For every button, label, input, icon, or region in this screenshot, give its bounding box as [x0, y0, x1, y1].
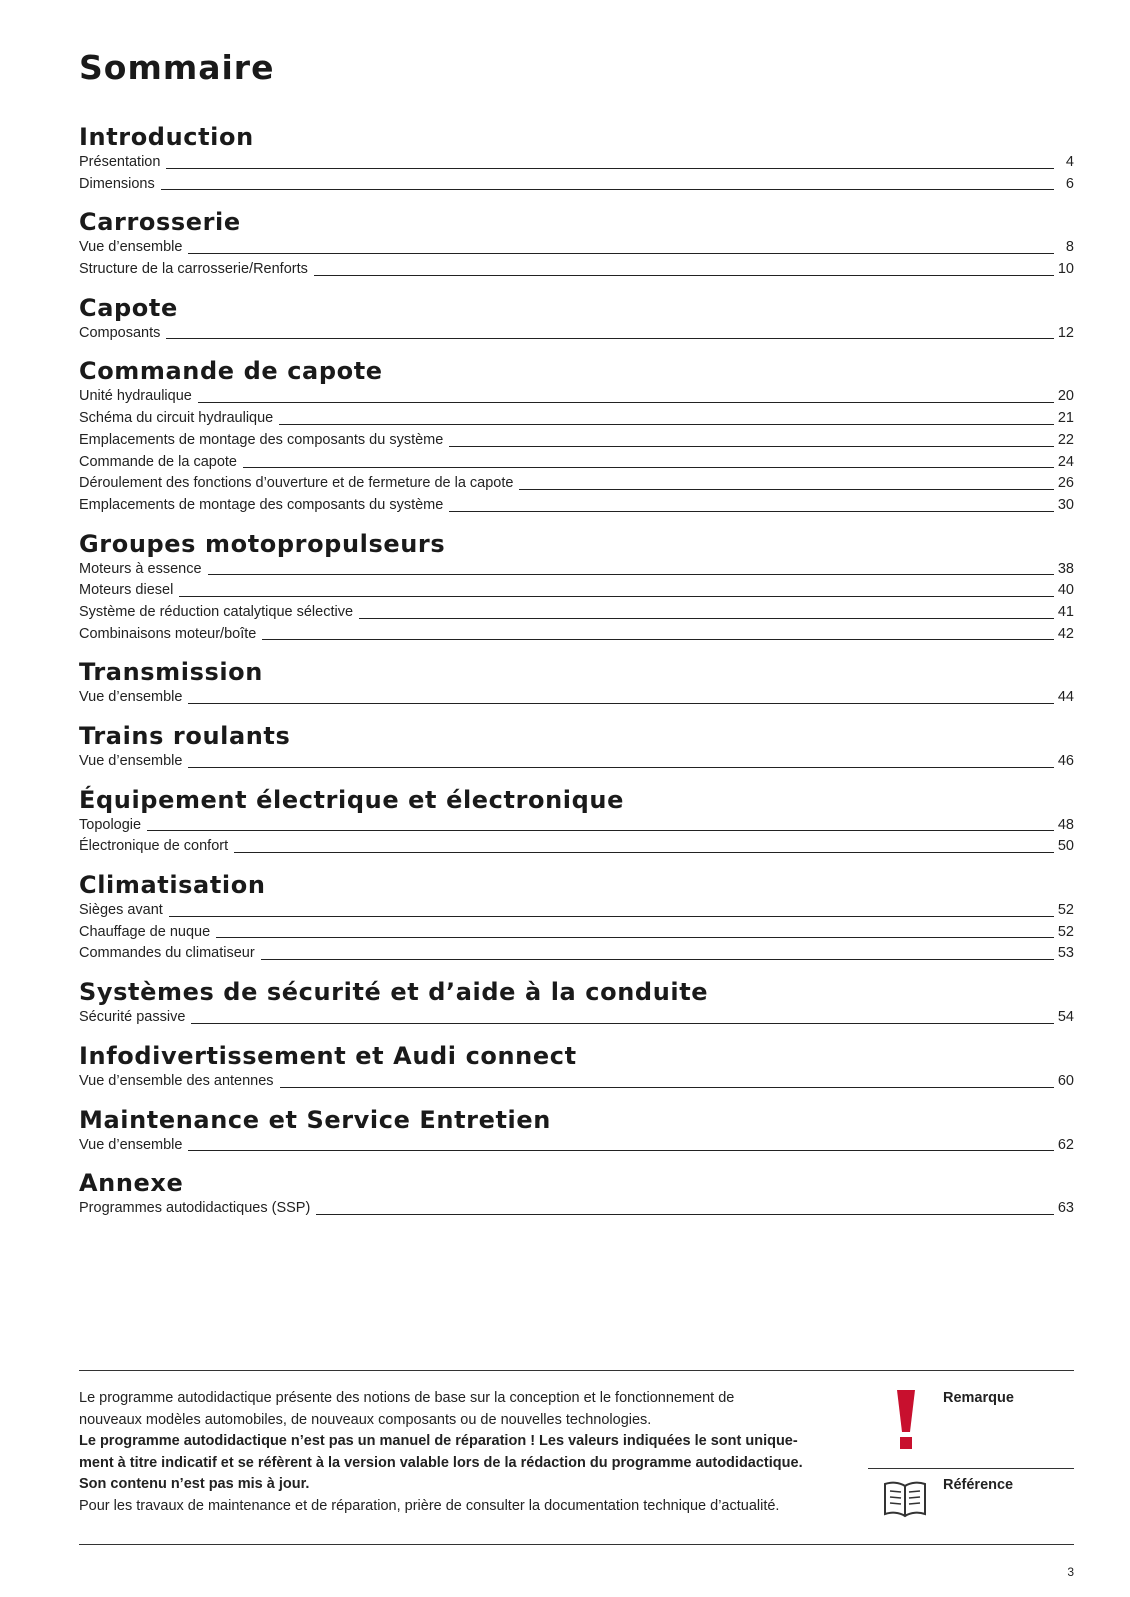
toc-leader-line: [188, 253, 1054, 254]
toc-entry-label: Dimensions: [79, 175, 155, 192]
toc-section: [79, 122, 1074, 195]
toc-leader-line: [188, 767, 1054, 768]
page-title: Sommaire: [79, 48, 275, 87]
notice-intro-line: Le programme autodidactique présente des notions de base sur la conception et le fonctionnement de: [79, 1390, 735, 1406]
toc-entry-page-number: 6: [1065, 175, 1074, 192]
toc-entry-page-number: 30: [1057, 496, 1074, 513]
toc-entry-label: Commande de la capote: [79, 453, 237, 470]
toc-section: [79, 657, 1074, 709]
toc-entry[interactable]: [79, 900, 1074, 922]
toc-entry-page-number: 26: [1057, 475, 1074, 492]
toc-entry[interactable]: [79, 815, 1074, 837]
toc-section-heading: Carrosserie: [79, 208, 241, 237]
toc-section: [79, 870, 1074, 965]
toc-section: [79, 1168, 1074, 1220]
toc-entry[interactable]: [79, 1198, 1074, 1220]
toc-entry-page-number: 12: [1057, 324, 1074, 341]
toc-entry[interactable]: [79, 1007, 1074, 1029]
toc-section-heading: Annexe: [79, 1169, 184, 1198]
notice-intro-line: nouveaux modèles automobiles, de nouveaux composants ou de nouvelles technologies.: [79, 1411, 652, 1428]
toc-entry[interactable]: [79, 259, 1074, 281]
remark-label: Remarque: [943, 1390, 1014, 1406]
toc-entry[interactable]: [79, 174, 1074, 196]
toc-leader-line: [179, 596, 1054, 597]
notice-bottom-divider: [79, 1544, 1074, 1545]
notice-warning-line: ment à titre indicatif et se réfèrent à la version valable lors de la rédaction du programme autodidactique.: [79, 1454, 803, 1471]
toc-entry[interactable]: [79, 922, 1074, 944]
toc-leader-line: [191, 1023, 1054, 1024]
toc-section-heading: Introduction: [79, 123, 254, 151]
toc-entry-label: Vue d’ensemble: [79, 1136, 183, 1153]
toc-entry[interactable]: [79, 943, 1074, 965]
toc-section: [79, 356, 1074, 516]
toc-entry[interactable]: [79, 687, 1074, 709]
toc-leader-line: [234, 852, 1054, 853]
toc-entry-page-number: 42: [1057, 625, 1074, 642]
toc-section-heading: Climatisation: [79, 871, 266, 900]
toc-entry[interactable]: [79, 386, 1074, 408]
toc-leader-line: [243, 467, 1054, 468]
toc-section-heading: Commande de capote: [79, 357, 383, 386]
toc-leader-line: [216, 937, 1054, 938]
toc-entry-label: Présentation: [79, 154, 161, 170]
toc-leader-line: [449, 446, 1054, 447]
toc-entry-page-number: 62: [1057, 1136, 1074, 1153]
toc-entry-page-number: 63: [1057, 1200, 1074, 1217]
toc-entry-label: Schéma du circuit hydraulique: [79, 410, 274, 427]
toc-entry-label: Moteurs diesel: [79, 582, 174, 599]
toc-section-heading: Infodivertissement et Audi connect: [79, 1041, 577, 1070]
toc-section-heading: Capote: [79, 293, 178, 322]
toc-leader-line: [449, 511, 1054, 512]
toc-leader-line: [261, 959, 1054, 960]
toc-entry-label: Sécurité passive: [79, 1009, 186, 1026]
toc-entry-label: Combinaisons moteur/boîte: [79, 625, 257, 642]
toc-entry[interactable]: [79, 602, 1074, 624]
notice-warning-line: Le programme autodidactique n’est pas un manuel de réparation ! Les valeurs indiquées le sont unique-: [79, 1433, 798, 1450]
toc-section-heading: Systèmes de sécurité et d’aide à la conduite: [79, 978, 709, 1007]
toc-section: [79, 207, 1074, 280]
toc-entry-label: Topologie: [79, 816, 142, 833]
toc-leader-line: [359, 618, 1054, 619]
toc-entry-label: Emplacements de montage des composants du système: [79, 496, 444, 513]
toc-entry[interactable]: [79, 408, 1074, 430]
notice-text: [79, 1388, 869, 1518]
toc-section-heading: Groupes motopropulseurs: [79, 529, 446, 558]
toc-leader-line: [316, 1214, 1054, 1215]
toc-entry-label: Emplacements de montage des composants du système: [79, 431, 444, 448]
toc-leader-line: [519, 489, 1054, 490]
toc-entry-page-number: 21: [1057, 410, 1074, 427]
toc-leader-line: [161, 189, 1054, 190]
toc-leader-line: [166, 168, 1054, 169]
toc-entry-label: Chauffage de nuque: [79, 923, 211, 940]
notice-closing-line: Pour les travaux de maintenance et de réparation, prière de consulter la documentation technique d’actualité.: [79, 1497, 780, 1514]
toc-entry-label: Programmes autodidactiques (SSP): [79, 1200, 311, 1217]
toc-section: [79, 977, 1074, 1029]
toc-entry-page-number: 53: [1057, 945, 1074, 962]
page-number: 3: [1067, 1565, 1074, 1579]
toc-leader-line: [169, 916, 1054, 917]
toc-section: [79, 721, 1074, 773]
toc-section: [79, 529, 1074, 646]
toc-entry[interactable]: [79, 452, 1074, 474]
toc-section-heading: Transmission: [79, 658, 263, 687]
toc-section: [79, 1041, 1074, 1093]
toc-leader-line: [166, 338, 1054, 339]
toc-entry[interactable]: [79, 237, 1074, 259]
toc-entry[interactable]: [79, 495, 1074, 517]
toc-entry-label: Sièges avant: [79, 902, 163, 919]
toc-entry-page-number: 52: [1057, 902, 1074, 919]
toc-leader-line: [147, 830, 1054, 831]
toc-entry-label: Vue d’ensemble: [79, 239, 183, 256]
toc-entry-page-number: 38: [1057, 560, 1074, 577]
toc-section: [79, 785, 1074, 858]
toc-entry-page-number: 54: [1057, 1009, 1074, 1026]
toc-entry-page-number: 8: [1065, 239, 1074, 256]
toc-entry-page-number: 50: [1057, 838, 1074, 855]
toc-entry-label: Unité hydraulique: [79, 388, 192, 405]
toc-section: [79, 1105, 1074, 1157]
toc-leader-line: [208, 574, 1054, 575]
toc-entry-label: Moteurs à essence: [79, 560, 202, 577]
toc-entry-page-number: 40: [1057, 582, 1074, 599]
notice-top-divider: [79, 1370, 1074, 1371]
toc-entry-label: Vue d’ensemble: [79, 689, 183, 706]
reference-label: Référence: [943, 1477, 1014, 1493]
book-icon: [882, 1480, 928, 1518]
toc-entry[interactable]: [79, 1135, 1074, 1157]
toc-entry[interactable]: [79, 580, 1074, 602]
toc-entry-label: Composants: [79, 324, 161, 341]
toc-leader-line: [188, 1150, 1054, 1151]
toc-entry-page-number: 20: [1057, 388, 1074, 405]
toc-entry-page-number: 24: [1057, 453, 1074, 470]
toc-entry-label: Déroulement des fonctions d’ouverture et de fermeture de la capote: [79, 475, 514, 492]
toc-entry-page-number: 4: [1065, 154, 1074, 170]
toc-leader-line: [198, 402, 1054, 403]
toc-entry[interactable]: [79, 1071, 1074, 1093]
toc-entry-page-number: 44: [1057, 689, 1074, 706]
toc-entry-label: Structure de la carrosserie/Renforts: [79, 261, 308, 278]
toc-entry-page-number: 22: [1057, 431, 1074, 448]
toc-entry[interactable]: [79, 624, 1074, 646]
toc-entry[interactable]: [79, 836, 1074, 858]
toc-entry-page-number: 60: [1057, 1072, 1074, 1089]
toc-entry[interactable]: [79, 559, 1074, 581]
toc-entry-label: Commandes du climatiseur: [79, 945, 255, 962]
toc-entry-label: Vue d’ensemble des antennes: [79, 1072, 274, 1089]
toc-entry[interactable]: [79, 430, 1074, 452]
legend-divider: [868, 1468, 1074, 1469]
toc-entry-label: Électronique de confort: [79, 838, 229, 855]
toc-leader-line: [188, 703, 1054, 704]
toc-section-heading: Équipement électrique et électronique: [79, 785, 624, 814]
toc-entry[interactable]: [79, 152, 1074, 174]
toc-entry[interactable]: [79, 473, 1074, 495]
toc-section-heading: Maintenance et Service Entretien: [79, 1105, 551, 1134]
toc-entry-label: Système de réduction catalytique sélective: [79, 603, 354, 620]
toc-section-heading: Trains roulants: [79, 722, 291, 750]
toc-leader-line: [279, 424, 1054, 425]
exclamation-icon: [893, 1390, 919, 1450]
toc-leader-line: [262, 639, 1054, 640]
notice-warning-line: Son contenu n’est pas mis à jour.: [79, 1476, 310, 1493]
toc-entry[interactable]: [79, 323, 1074, 345]
toc-section: [79, 293, 1074, 345]
toc-leader-line: [314, 275, 1054, 276]
toc-leader-line: [280, 1087, 1054, 1088]
toc-entry-page-number: 52: [1057, 923, 1074, 940]
toc-entry-page-number: 10: [1057, 261, 1074, 278]
table-of-contents: [79, 122, 1074, 1232]
toc-entry[interactable]: [79, 751, 1074, 773]
toc-entry-page-number: 48: [1057, 816, 1074, 833]
toc-entry-page-number: 46: [1057, 753, 1074, 769]
toc-entry-label: Vue d’ensemble: [79, 753, 183, 769]
toc-entry-page-number: 41: [1057, 603, 1074, 620]
